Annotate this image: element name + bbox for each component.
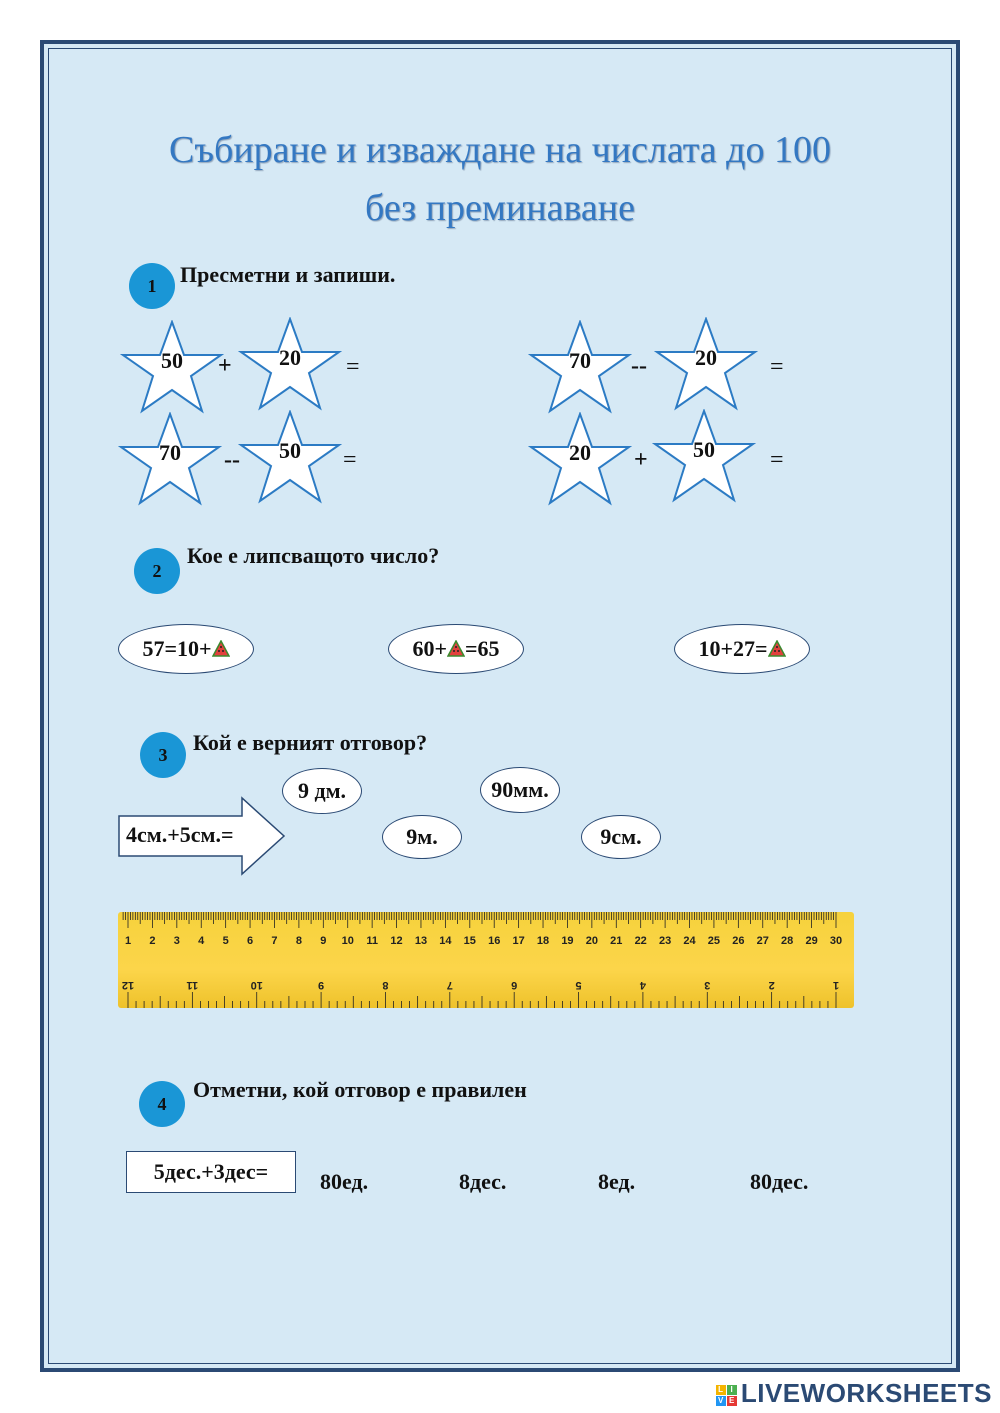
logo-text: LIVEWORKSHEETS	[740, 1378, 992, 1408]
equation-text: 10+27=	[698, 636, 768, 661]
task2-number-badge: 2	[134, 548, 180, 594]
ruler-label: 4	[639, 979, 646, 991]
equals-sign: =	[346, 354, 360, 380]
logo-letter: V	[716, 1396, 726, 1406]
star-value: 70	[569, 348, 591, 373]
answer-option[interactable]: 9см.	[581, 815, 661, 859]
ruler-label: 6	[247, 935, 254, 947]
operator-sign: --	[224, 447, 240, 473]
ruler-label: 4	[198, 935, 205, 947]
equals-sign: =	[343, 447, 357, 473]
ruler-label: 21	[610, 935, 623, 947]
answer-option[interactable]: 8ед.	[598, 1169, 636, 1194]
ruler-label: 8	[382, 979, 389, 991]
missing-number-equation[interactable]	[388, 624, 524, 674]
equation-text: 57=10+	[142, 636, 212, 661]
task4-number-badge: 4	[139, 1081, 185, 1127]
ruler-label: 26	[732, 935, 745, 947]
ruler-label: 2	[768, 979, 775, 991]
ruler-label: 18	[536, 935, 550, 947]
task3-expression: 4см.+5см.=	[126, 822, 234, 847]
ruler-label: 25	[707, 935, 721, 947]
task2-title: Кое е липсващото число?	[187, 543, 440, 568]
equation-text: 60+	[412, 636, 447, 661]
ruler-label: 10	[250, 979, 263, 991]
task1-number-badge: 1	[129, 263, 175, 309]
ruler-label: 28	[781, 935, 794, 947]
star-number	[528, 412, 632, 506]
missing-number-equation[interactable]	[118, 624, 254, 674]
missing-number-equation[interactable]	[674, 624, 810, 674]
ruler-label: 7	[446, 979, 453, 991]
logo-letter: L	[716, 1385, 726, 1395]
liveworksheets-logo[interactable]	[716, 1378, 992, 1409]
ruler-label: 5	[575, 979, 582, 991]
operator-sign: +	[218, 353, 232, 379]
ruler-label: 7	[271, 935, 278, 947]
logo-letter: I	[727, 1385, 737, 1395]
ruler-label: 15	[463, 935, 476, 947]
equation-text: =65	[465, 636, 500, 661]
ruler-label: 20	[585, 935, 598, 947]
ruler-label: 16	[488, 935, 501, 947]
logo-letter: E	[727, 1396, 737, 1406]
star-number	[528, 320, 632, 414]
watermelon-icon	[447, 640, 465, 658]
star-number	[652, 409, 756, 503]
star-value: 50	[279, 438, 301, 463]
ruler-label: 13	[414, 935, 428, 947]
ruler-label: 29	[805, 935, 818, 947]
ruler-label: 11	[186, 979, 199, 991]
ruler-label: 6	[511, 979, 518, 991]
ruler-label: 9	[318, 979, 325, 991]
operator-sign: --	[631, 353, 647, 379]
star-number	[118, 412, 222, 506]
answer-option[interactable]: 80ед.	[320, 1169, 369, 1194]
star-number	[238, 410, 342, 504]
task4-expression: 5дес.+3дес=	[126, 1151, 296, 1193]
equals-sign: =	[770, 447, 784, 473]
ruler-label: 24	[683, 935, 696, 947]
ruler-scale	[118, 912, 854, 1008]
ruler-label: 14	[439, 935, 452, 947]
ruler	[118, 912, 854, 1008]
ruler-label: 19	[561, 935, 574, 947]
ruler-label: 3	[173, 935, 180, 947]
answer-option[interactable]: 9м.	[382, 815, 462, 859]
answer-option[interactable]: 8дес.	[459, 1169, 507, 1194]
ruler-label: 17	[512, 935, 525, 947]
worksheet-title-line1: Събиране и изваждане на числата до 100	[168, 129, 831, 171]
ruler-label: 8	[295, 935, 302, 947]
star-value: 20	[695, 345, 717, 370]
star-number	[120, 320, 224, 414]
task4-title: Отметни, кой отговор е правилен	[193, 1077, 527, 1102]
task3-number-badge: 3	[140, 732, 186, 778]
worksheet-title-line2: без преминаване	[365, 187, 635, 229]
task1-title: Пресметни и запиши.	[180, 262, 396, 287]
star-value: 20	[569, 440, 591, 465]
ruler-label: 9	[320, 935, 327, 947]
star-value: 50	[693, 437, 715, 462]
logo-icon	[716, 1385, 737, 1406]
ruler-label: 5	[222, 935, 229, 947]
ruler-label: 10	[341, 935, 354, 947]
star-number	[238, 317, 342, 411]
star-number	[654, 317, 758, 411]
watermelon-icon	[212, 640, 230, 658]
ruler-label: 30	[829, 935, 843, 947]
task3-title: Кой е верният отговор?	[193, 730, 428, 755]
ruler-label: 1	[832, 979, 840, 991]
answer-option[interactable]: 80дес.	[750, 1169, 809, 1194]
ruler-label: 3	[704, 979, 711, 991]
ruler-label: 27	[756, 935, 769, 947]
answer-option[interactable]: 9 дм.	[282, 768, 362, 814]
star-value: 70	[159, 440, 181, 465]
operator-sign: +	[634, 447, 648, 473]
ruler-label: 11	[366, 935, 378, 947]
watermelon-icon	[768, 640, 786, 658]
equals-sign: =	[770, 354, 784, 380]
answer-option[interactable]: 90мм.	[480, 767, 560, 813]
star-value: 20	[279, 345, 301, 370]
ruler-label: 2	[149, 935, 156, 947]
ruler-label: 12	[121, 979, 135, 991]
ruler-label: 22	[634, 935, 647, 947]
ruler-label: 23	[658, 935, 672, 947]
ruler-label: 12	[390, 935, 403, 947]
star-value: 50	[161, 348, 183, 373]
ruler-label: 1	[124, 935, 132, 947]
